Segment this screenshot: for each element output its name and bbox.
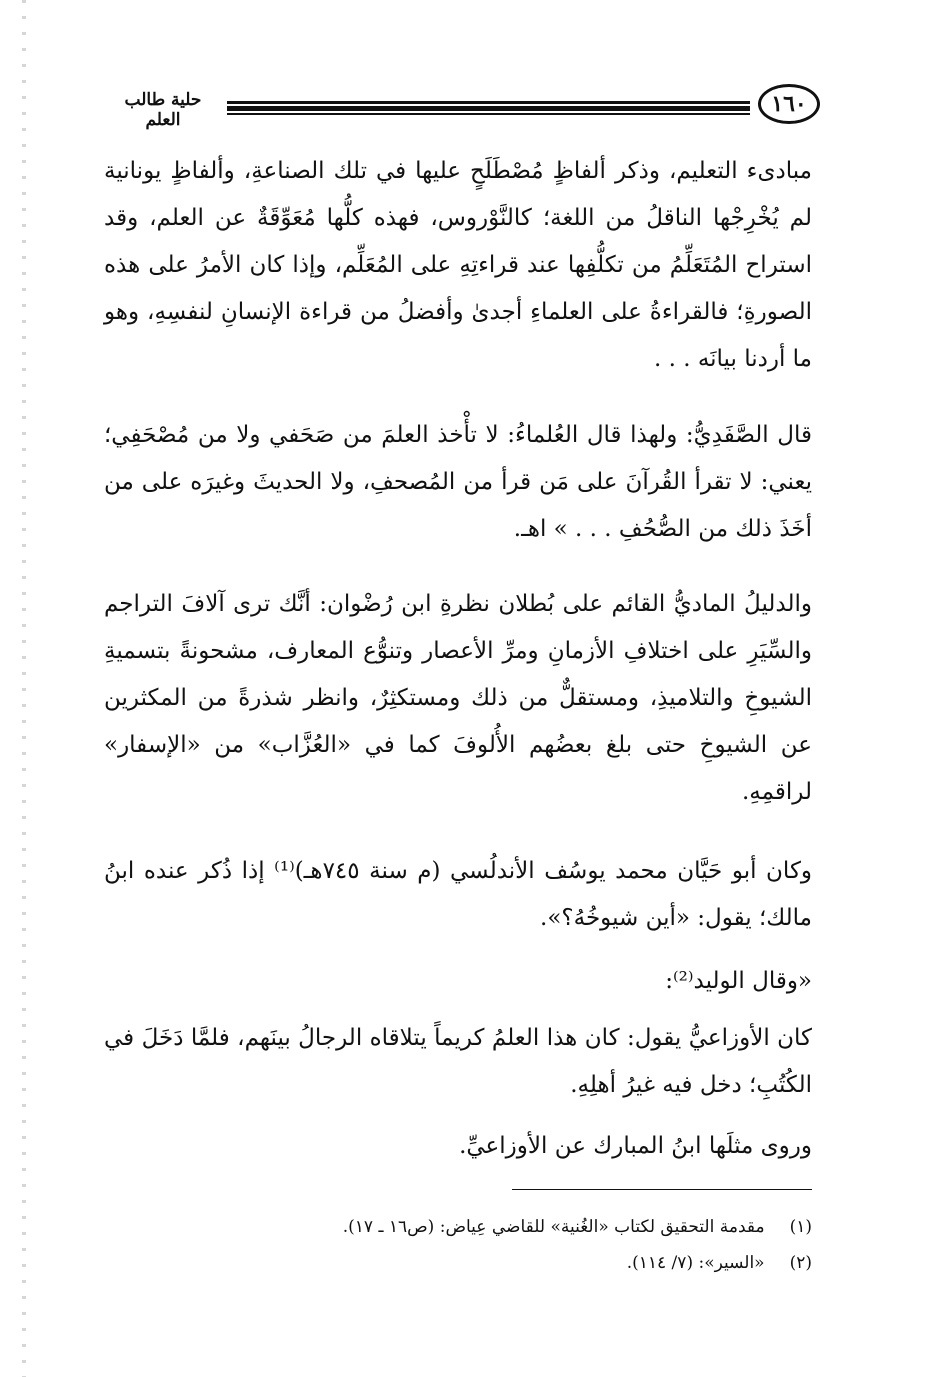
footnote-separator [512, 1189, 812, 1190]
footnote [300, 1212, 812, 1242]
page-number: ١٦٠ [758, 84, 820, 124]
running-title: حلية طالب العلم [124, 90, 202, 130]
paragraph: قال الصَّفَدِيُّ: ولهذا قال العُلماءُ: لا تأْخذ العلمَ من صَحَفي ولا من مُصْحَفِي؛ يعني: لا تقرأ القُرآنَ على مَن قرأ من المُصحفِ، ولا الحديثَ وغيرَه على من أخَذَ ذلك من الصُّحُفِ . . . » اهـ. [104, 422, 812, 542]
paragraph: مبادىء التعليم، وذكر ألفاظٍ مُصْطَلَحٍ عليها في تلك الصناعةِ، وألفاظٍ يونانية لم يُخْرِجْها الناقلُ من اللغة؛ كالنَّوْروس، فهذه كلُّها مُعَوِّقَةٌ عن العلم، وقد استراح المُتَعَلِّمُ من تكلُّفِها عند قراءتِهِ على المُعَلِّم، وإذا كان الأمرُ على هذه الصورةِ؛ فالقراءةُ على العلماءِ أجدىٰ وأفضلُ من قراءة الإنسانِ لنفسِهِ، وهو ما أردنا بيانَه . . . [104, 158, 812, 372]
paragraph: «وقال الوليد⁽²⁾: [665, 968, 812, 994]
paragraph: وروى مثلَها ابنُ المبارك عن الأوزاعيِّ. [459, 1133, 812, 1159]
paragraph: كان الأوزاعيُّ يقول: كان هذا العلمُ كريماً يتلاقاه الرجالُ بينَهم، فلمَّا دَخَلَ في الكُتُبِ؛ دخل فيه غيرُ أهلِهِ. [104, 1025, 812, 1098]
footnote [300, 1248, 812, 1278]
footnote-number: (٢) [789, 1253, 812, 1273]
header-rule [227, 101, 750, 115]
footnote-number: (١) [789, 1217, 812, 1237]
page-edge-marks [22, 0, 26, 1377]
footnote-text: «السير»: (٧/ ١١٤). [626, 1253, 765, 1273]
footnote-text: مقدمة التحقيق لكتاب «الغُنية» للقاضي عِياض: (ص١٦ ـ ١٧). [342, 1217, 765, 1237]
paragraph: وكان أبو حَيَّان محمد يوسُف الأندلُسي (م سنة ٧٤٥هـ)⁽¹⁾ إذا ذُكر عنده ابنُ مالك؛ يقول: «أين شيوخُهُ؟». [104, 858, 812, 931]
paragraph: والدليلُ الماديُّ القائم على بُطلان نظرةِ ابن رُضْوان: أنَّك ترى آلافَ التراجم والسِّيَرِ على اختلافِ الأزمانِ ومرِّ الأعصار وتنوُّع المعارف، مشحونةً بتسميةِ الشيوخِ والتلاميذِ، ومستقلٌّ من ذلك ومستكثِرٌ، وانظر شذرةً من المكثرين عن الشيوخِ حتى بلغ بعضُهم الأُلوفَ كما في «العُزَّاب» من «الإسفار» لراقمِهِ. [104, 591, 812, 805]
running-header [105, 84, 820, 130]
